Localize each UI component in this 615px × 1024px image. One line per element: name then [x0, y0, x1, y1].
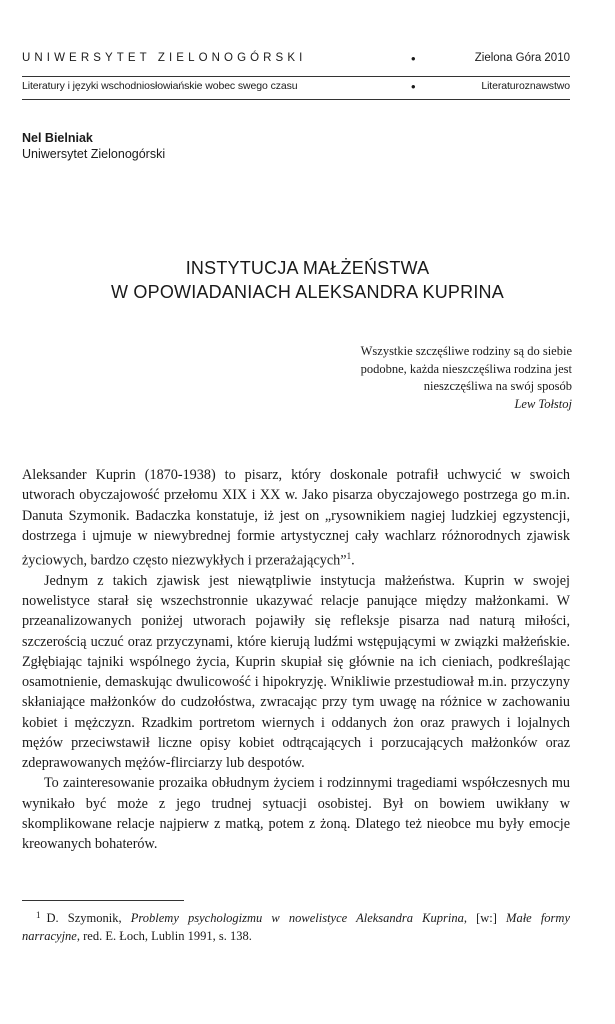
- footnote: [22, 906, 570, 945]
- footnote-rest: , red. E. Łoch, Lublin 1991, s. 138.: [76, 929, 252, 943]
- epigraph-line-1: Wszystkie szczęśliwe rodziny są do siebie: [360, 344, 572, 358]
- header-bullet-2: •: [411, 78, 416, 94]
- title-line-1: INSTYTUCJA MAŁŻEŃSTWA: [185, 258, 430, 278]
- paragraph-1: [22, 465, 570, 571]
- article-title: [0, 256, 615, 304]
- epigraph: [242, 343, 572, 413]
- epigraph-author: Lew Tołstoj: [514, 396, 572, 411]
- footnote-in: , [w:]: [463, 911, 497, 925]
- footnote-ref: 1: [346, 551, 352, 561]
- header-rule-top: [22, 76, 570, 77]
- author-affiliation: Uniwersytet Zielonogórski: [22, 147, 166, 161]
- series-title: Literatury i języki wschodniosłowiańskie wobec swego czasu: [22, 80, 298, 92]
- section-name: Literaturoznawstwo: [481, 80, 570, 92]
- journal-header-row: [22, 52, 570, 64]
- footnote-work: Problemy psychologizmu w nowelistyce Aleksandra Kuprina: [130, 911, 464, 925]
- paragraph-1-end: .: [351, 552, 355, 569]
- article-body: [22, 465, 570, 854]
- series-header-row: [22, 80, 570, 92]
- university-name: UNIWERSYTET ZIELONOGÓRSKI: [22, 52, 307, 64]
- epigraph-line-3: nieszczęśliwa na swój sposób: [423, 379, 572, 393]
- paragraph-2: Jednym z takich zjawisk jest niewątpliwie instytucja małżeństwa. Kuprin w swojej nowelistyce starał się wszechstronnie ukazywać relacje panujące między małżonkami. W przeanalizowanych poniżej utworach pojawiły się refleksje pisarza nad naturą miłości, szczerością uczuć oraz przyczynami, które kierują ludźmi wstępującymi w związki małżeńskie. Zgłębiając tajniki wspólnego życia, Kuprin skupiał się głównie na ich cieniach, podkreślając osamotnienie, demaskując dwulicowość i hipokryzję. Wnikliwie przestudiował m.in. przyczyny skłaniające małżonków do cudzołóstwa, zwracając przy tym uwagę na różnice w zachowaniu kobiet i mężczyzn. Rzadkim portretom wiernych i oddanych żon oraz prawych i lojalnych mężów przeciwstawił liczne opisy kobiet odtrącających i porzucających małżonków oraz zdeprawowanych mężów-flirciarzy lub despotów.: [22, 572, 570, 772]
- title-line-2: W OPOWIADANIACH ALEKSANDRA KUPRINA: [111, 282, 504, 302]
- header-bullet-1: •: [411, 50, 416, 66]
- paragraph-1-text: Aleksander Kuprin (1870-1938) to pisarz, który doskonale potrafił uchwycić w swoich utworach obyczajowość przełomu XIX i XX w. Jako pisarza obyczajowego postrzega go m.in. Danuta Szymonik. Badaczka konstatuje, iż jest on „rysownikiem nagiej ludzkiej egzystencji, dostrzega i ujmuje w niewybrednej formie artystycznej cały wachlarz różnorodnych zjawisk życiowych, bardzo często niezwykłych i przerażających”: [22, 467, 570, 569]
- footnote-author: D. Szymonik,: [46, 911, 122, 925]
- footnote-rule: [22, 900, 184, 901]
- header-rule-bottom: [22, 99, 570, 100]
- paragraph-3: To zainteresowanie prozaika obłudnym życiem i rodzinnymi tragediami współczesnych mu wynikało być może z jego trudnej sytuacji osobistej. Był on bowiem uwikłany w skomplikowane relacje najpierw z matką, potem z żoną. Dlatego też nieobce mu były emocje kreowanych bohaterów.: [22, 775, 570, 853]
- place-year: Zielona Góra 2010: [474, 52, 570, 64]
- author-block: [22, 130, 165, 162]
- footnote-collection: Małe formy narracyjne: [22, 911, 571, 943]
- author-name: Nel Bielniak: [22, 131, 93, 145]
- epigraph-line-2: podobne, każda nieszczęśliwa rodzina jest: [360, 361, 572, 376]
- footnote-mark: 1: [36, 910, 41, 920]
